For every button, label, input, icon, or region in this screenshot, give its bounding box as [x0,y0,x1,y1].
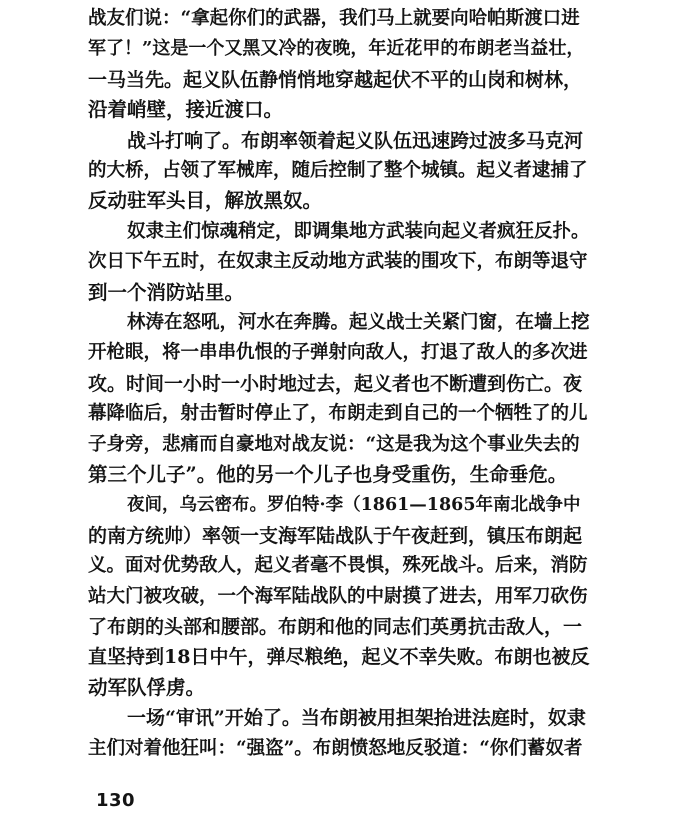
text-line-10: 到一个消防站里。 [88,280,245,304]
text-line-11: 林涛在怒吼，河水在奔腾。起义战士关紧门窗，在墙上挖 [127,312,590,333]
text-line-3: 一马当先。起义队伍静悄悄地穿越起伏不平的山岗和树林， [88,68,583,91]
text-line-23: 动军队俘虏。 [88,675,206,699]
text-line-12: 开枪眼，将一串串仇恨的子弹射向敌人，打退了敌人的多次进 [88,342,588,364]
text-line-18: 的南方统帅）率领一支海军陆战队于午夜赶到，镇压布朗起 [88,524,583,547]
text-line-22: 直坚持到18日中午，弹尽粮绝，起义不幸失败。布朗也被反 [88,646,590,669]
text-line-16: 第三个儿子”。他的另一个儿子也身受重伤，生命垂危。 [88,463,568,486]
text-line-9: 次日下午五时，在奴隶主反动地方武装的围攻下，布朗等退守 [88,251,588,273]
text-line-5: 战斗打响了。布朗率领着起义队伍迅速跨过波多马克河 [127,129,584,152]
text-line-20: 站大门被攻破，一个海军陆战队的中尉摸了进去，用军刀砍伤 [88,585,588,607]
text-line-6: 的大桥，占领了军械库，随后控制了整个城镇。起义者逮捕了 [88,160,588,181]
text-line-15: 子身旁，悲痛而自豪地对战友说：“这是我为这个事业失去的 [88,433,580,455]
text-line-21: 了布朗的头部和腰部。布朗和他的同志们英勇抗击敌人，一 [88,616,583,638]
text-line-13: 攻。时间一小时一小时地过去，起义者也不断遭到伤亡。夜 [88,372,583,395]
text-line-8: 奴隶主们惊魂稍定，即调集地方武装向起义者疯狂反扑。 [127,220,590,242]
text-line-14: 幕降临后，射击暂时停止了，布朗走到自己的一个牺牲了的儿 [88,403,588,425]
text-line-7: 反动驻军头目，解放黑奴。 [88,189,323,213]
text-line-17: 夜间，乌云密布。罗伯特·李（1861—1865年南北战争中 [127,495,581,516]
text-line-24: 一场“审讯”开始了。当布朗被用担架抬进法庭时，奴隶 [127,707,586,730]
text-line-4: 沿着峭壁，接近渡口。 [88,98,284,122]
text-line-19: 义。面对优势敌人，起义者毫不畏惧，殊死战斗。后来，消防 [88,555,588,577]
page-number: 130 [96,790,136,811]
text-line-25: 主们对着他狂叫：“强盗”。布朗愤怒地反驳道：“你们蓄奴者 [88,737,583,759]
text-line-1: 战友们说：“拿起你们的武器，我们马上就要向哈帕斯渡口进 [88,8,580,29]
text-line-2: 军了！”这是一个又黑又冷的夜晚，年近花甲的布朗老当益壮， [88,38,585,60]
